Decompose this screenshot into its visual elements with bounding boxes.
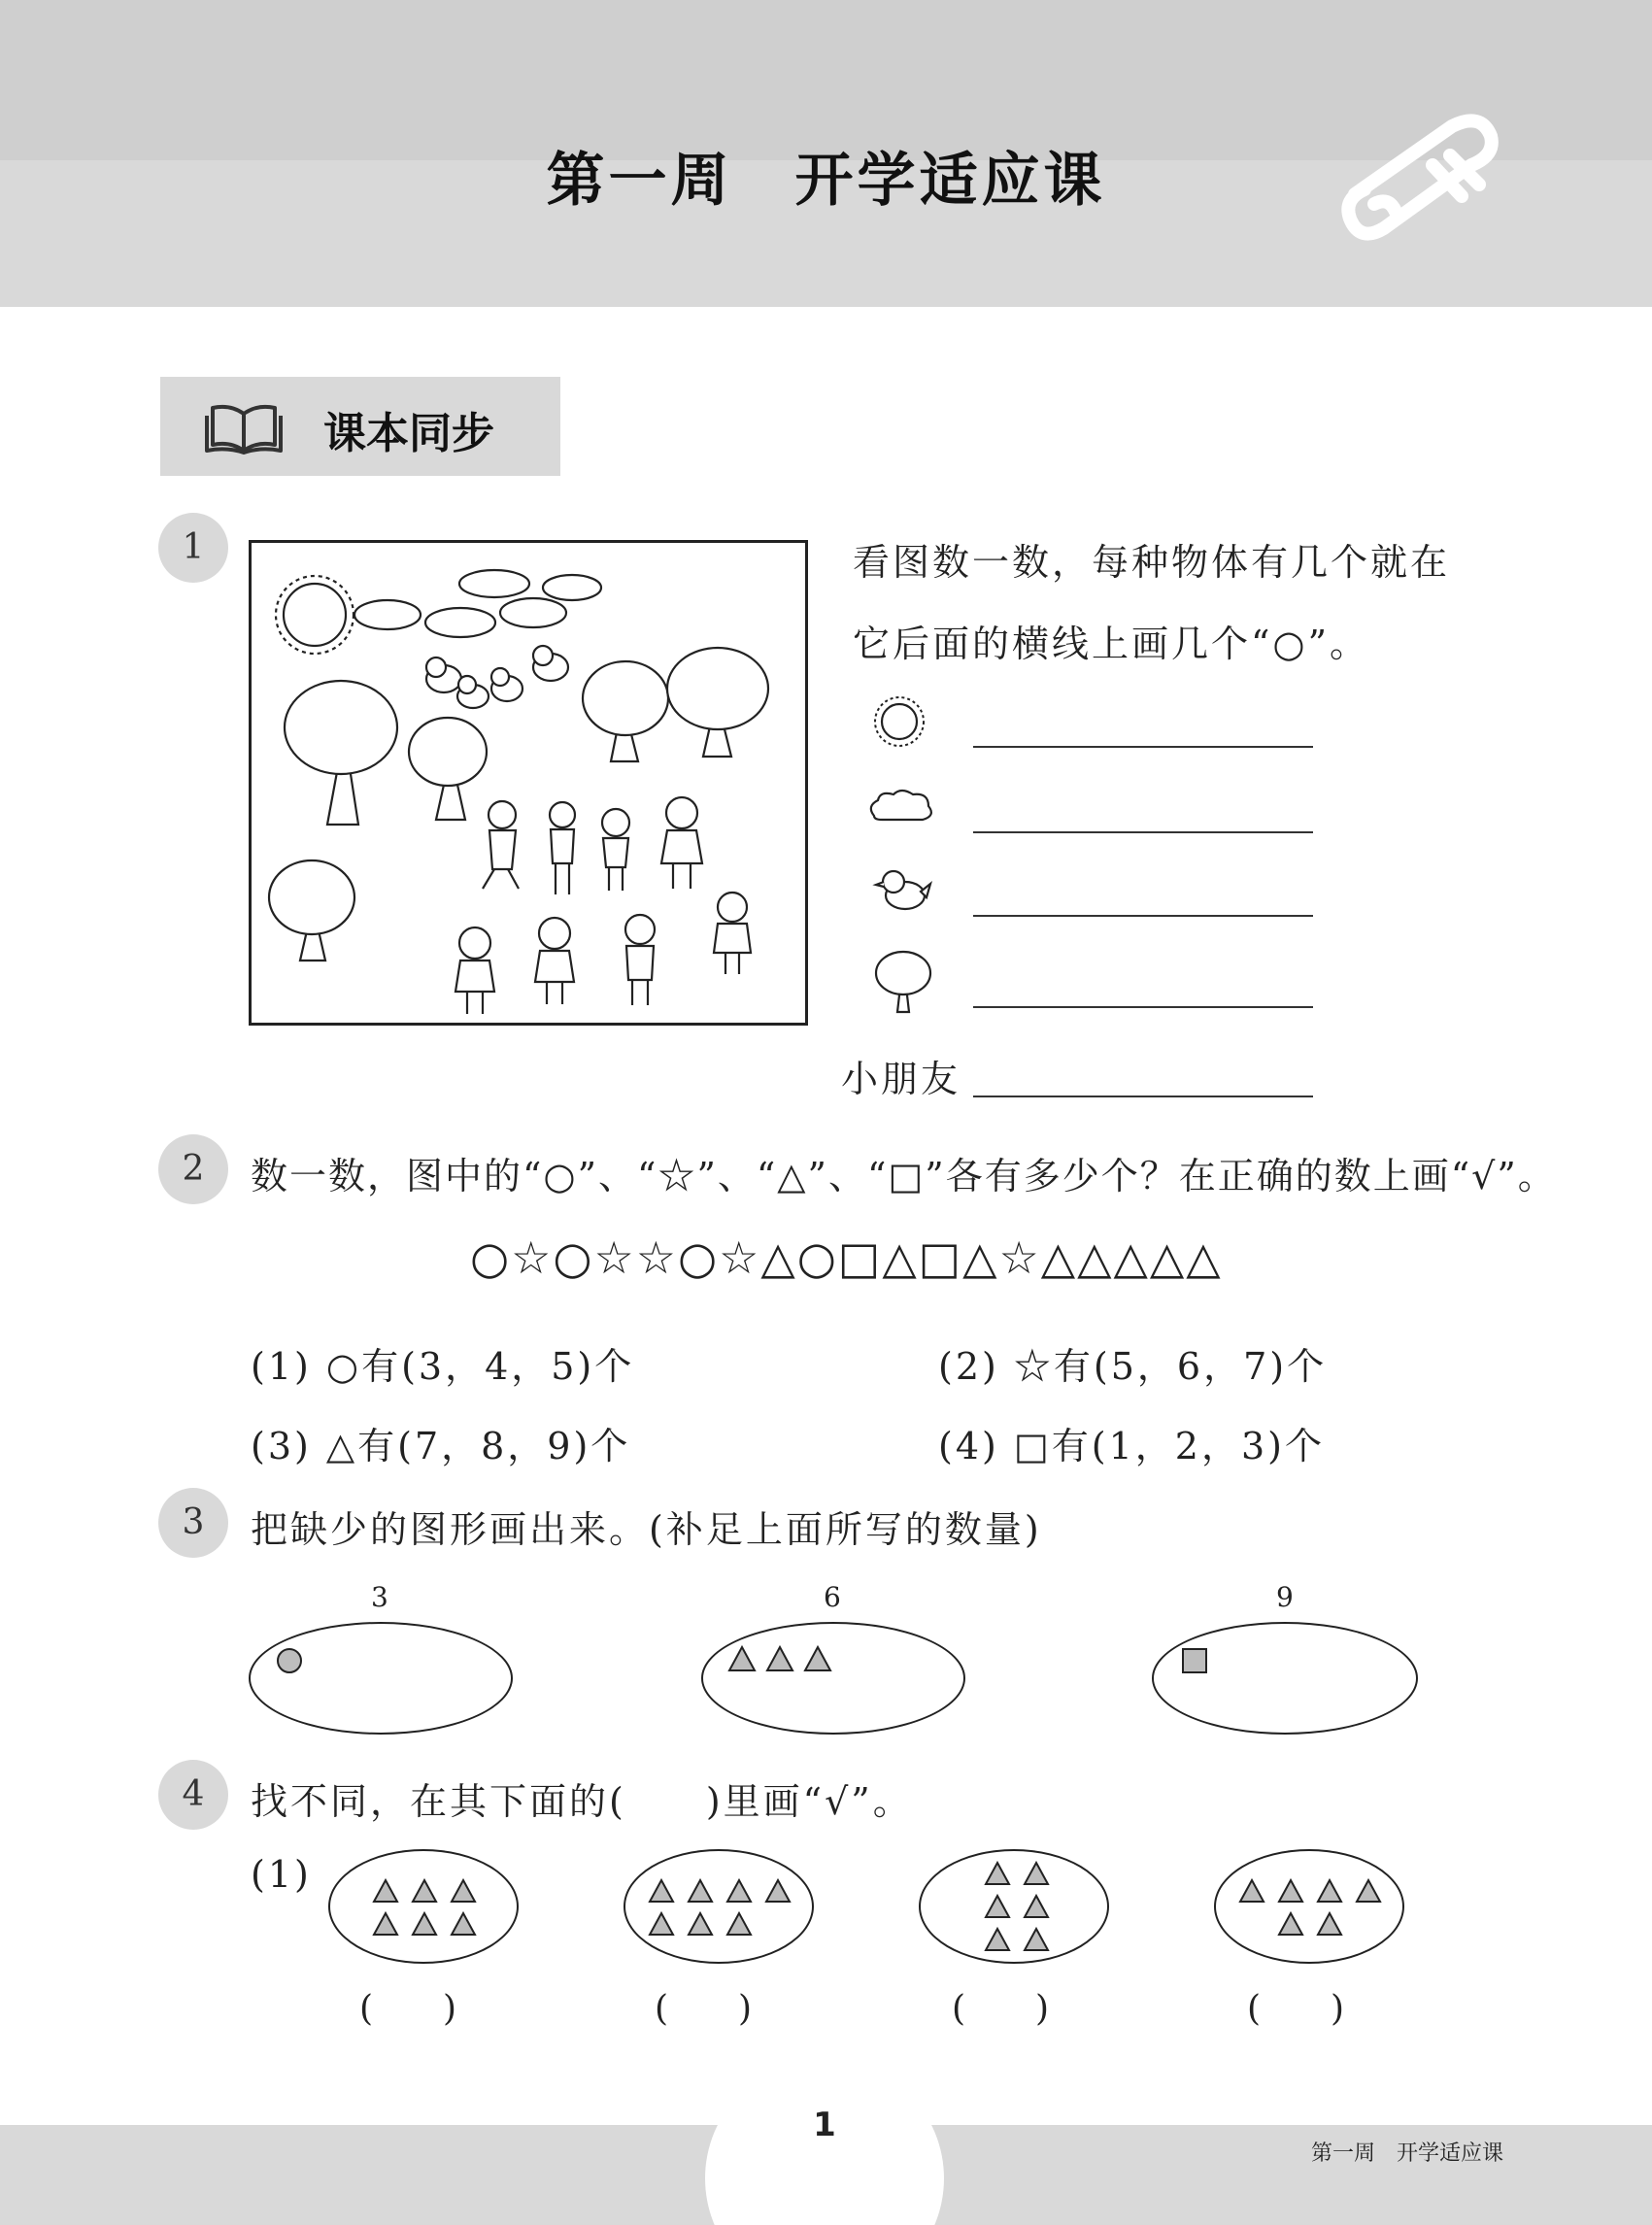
scroll-icon [1335, 87, 1510, 253]
group-oval [1214, 1849, 1404, 1964]
scene-illustration [252, 543, 805, 1023]
triangle-group [647, 1878, 794, 1940]
answer-line-tree[interactable] [973, 1006, 1313, 1008]
q2-prompt: 数一数，图中的“○”、“☆”、“△”、“□”各有多少个？在正确的数上画“√”。 [251, 1155, 1557, 1197]
answer-parentheses[interactable]: ( ) [952, 1989, 1050, 2029]
draw-oval[interactable] [249, 1622, 513, 1735]
bird-icon [426, 646, 568, 708]
group-oval [624, 1849, 814, 1964]
sun-icon [864, 691, 934, 752]
tree-icon [868, 944, 938, 1014]
square-shape [1179, 1645, 1210, 1676]
group-oval [919, 1849, 1109, 1964]
children-label: 小朋友 [841, 1058, 961, 1100]
bird-icon [872, 862, 934, 917]
triangle-group [371, 1878, 478, 1940]
q4-sub-label: (1) [251, 1853, 312, 1896]
answer-line-children[interactable] [973, 1096, 1313, 1097]
circle-shape [274, 1645, 305, 1676]
triangle-group [1237, 1878, 1385, 1940]
draw-oval[interactable] [701, 1622, 965, 1735]
book-icon [205, 402, 283, 455]
answer-parentheses[interactable]: ( ) [655, 1989, 753, 2029]
q2-item-2[interactable]: (2) ☆有(5，6，7)个 [938, 1345, 1328, 1388]
group-oval [328, 1849, 519, 1964]
answer-line-cloud[interactable] [973, 831, 1313, 833]
triangle-shapes [726, 1643, 833, 1676]
q3-prompt: 把缺少的图形画出来。(补足上面所写的数量) [251, 1508, 1042, 1551]
page-number: 1 [813, 2106, 836, 2144]
q2-item-3[interactable]: (3) △有(7，8，9)个 [251, 1425, 631, 1467]
q2-item-4[interactable]: (4) □有(1，2，3)个 [938, 1425, 1325, 1467]
children-figures [455, 797, 751, 1014]
question-number-badge: 1 [158, 513, 228, 583]
section-label-text: 课本同步 [323, 409, 494, 458]
sun-icon [276, 576, 354, 654]
q4-prompt: 找不同，在其下面的( )里画“√”。 [251, 1780, 913, 1823]
oval-count-label: 9 [1276, 1581, 1294, 1613]
question-number-badge: 4 [158, 1760, 228, 1830]
answer-parentheses[interactable]: ( ) [359, 1989, 457, 2029]
question-number-badge: 3 [158, 1488, 228, 1558]
draw-oval[interactable] [1152, 1622, 1418, 1735]
footer-title: 第一周 开学适应课 [1311, 2141, 1504, 2166]
shape-sequence: ○☆○☆☆○☆△○□△□△☆△△△△△ [470, 1231, 1223, 1284]
page-title: 第一周 开学适应课 [546, 147, 1106, 215]
cloud-icon [354, 570, 601, 637]
oval-count-label: 6 [824, 1581, 841, 1613]
answer-line-bird[interactable] [973, 915, 1313, 917]
q1-instruction-line1: 看图数一数，每种物体有几个就在 [853, 541, 1451, 584]
q1-instruction-line2: 它后面的横线上画几个“○”。 [853, 623, 1370, 665]
counting-picture [249, 540, 808, 1026]
oval-count-label: 3 [371, 1581, 388, 1613]
answer-parentheses[interactable]: ( ) [1247, 1989, 1345, 2029]
triangle-group [983, 1861, 1051, 1956]
q2-item-1[interactable]: (1) ○有(3，4，5)个 [251, 1345, 635, 1388]
answer-line-sun[interactable] [973, 746, 1313, 748]
question-number-badge: 2 [158, 1134, 228, 1204]
section-label [160, 377, 560, 476]
cloud-icon [864, 785, 938, 827]
